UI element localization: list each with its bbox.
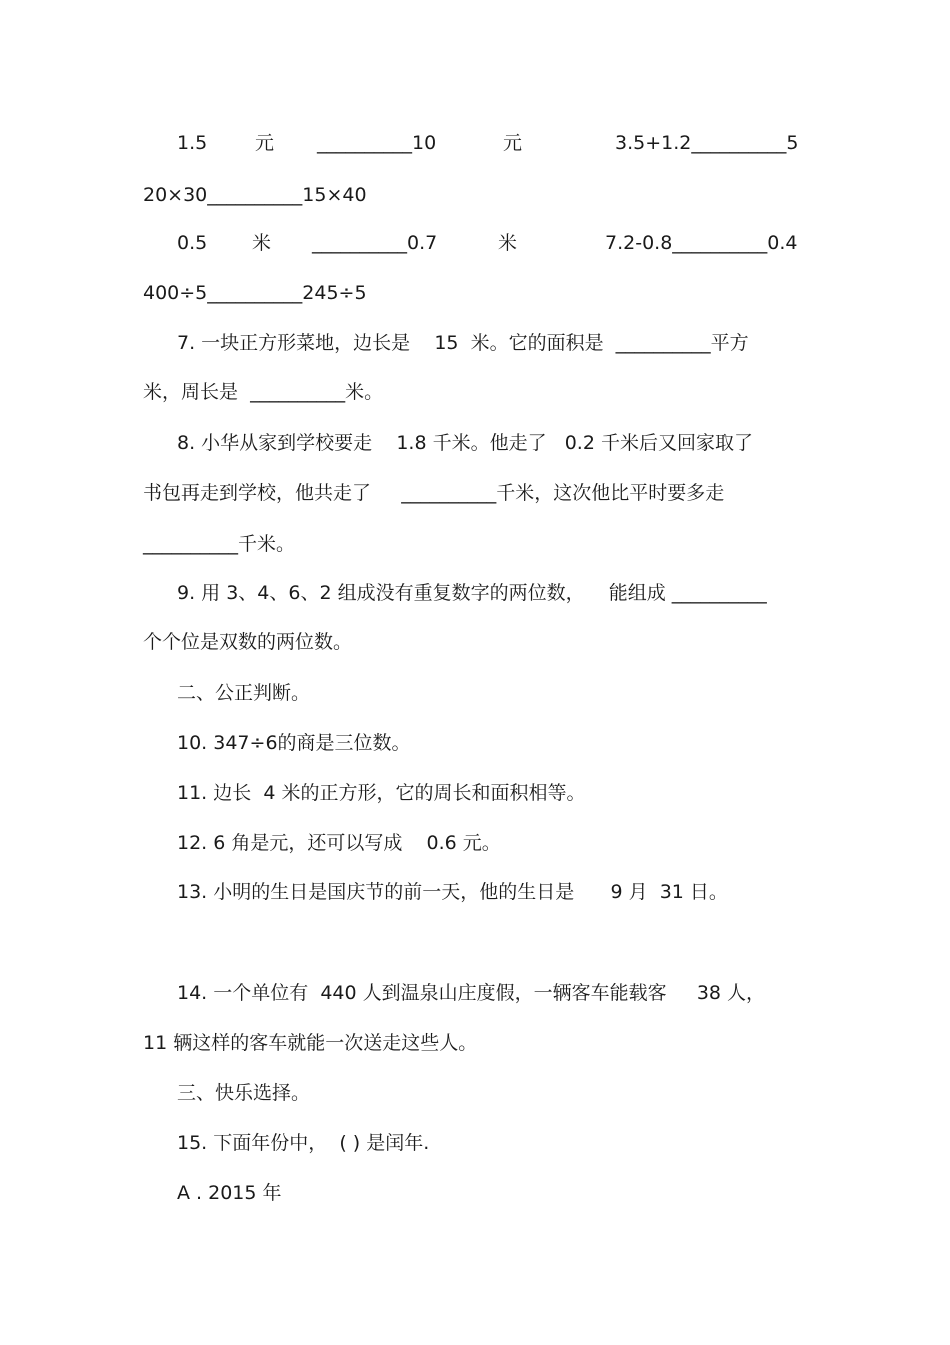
question-14-line-2: 11 辆这样的客车就能一次送走这些人。 (143, 1032, 478, 1054)
question-14-line-1: 14. 一个单位有 440 人到温泉山庄度假，一辆客车能载客 38 人， (177, 982, 766, 1004)
question-15: 15. 下面年份中， ( ) 是闰年. (177, 1132, 430, 1154)
question-13: 13. 小明的生日是国庆节的前一天，他的生日是 9 月 31 日。 (177, 881, 728, 903)
question-8-line-2: 书包再走到学校，他共走了 __________千米，这次他比平时要多走 (143, 482, 725, 504)
compare-unit: 元 (255, 132, 275, 154)
compare-value: 0.5 (177, 232, 208, 254)
compare-blank: __________0.7 (312, 232, 438, 254)
compare-row-4: 400÷5__________245÷5 (143, 282, 367, 304)
question-7-line-1: 7. 一块正方形菜地，边长是 15 米。它的面积是 __________平方 (177, 332, 749, 354)
section-title: 二、公正判断。 (177, 682, 311, 704)
question-11: 11. 边长 4 米的正方形，它的周长和面积相等。 (177, 782, 586, 804)
section-title: 三、快乐选择。 (177, 1082, 311, 1104)
question-8-line-3: __________千米。 (143, 533, 296, 555)
compare-expression: 7.2-0.8__________0.4 (605, 232, 798, 254)
question-9-line-1: 9. 用 3、4、6、2 组成没有重复数字的两位数， 能组成 __________ (177, 582, 767, 604)
question-9-line-2: 个个位是双数的两位数。 (143, 631, 353, 653)
question-7-line-2: 米，周长是 __________米。 (143, 381, 384, 403)
compare-unit: 米 (498, 232, 518, 254)
compare-row-2: 20×30__________15×40 (143, 184, 367, 206)
compare-value: 1.5 (177, 132, 208, 154)
compare-blank: __________10 (317, 132, 437, 154)
compare-unit: 元 (503, 132, 523, 154)
question-8-line-1: 8. 小华从家到学校要走 1.8 千米。他走了 0.2 千米后又回家取了 (177, 432, 753, 454)
compare-expression: 3.5+1.2__________5 (615, 132, 799, 154)
question-12: 12. 6 角是元，还可以写成 0.6 元。 (177, 832, 501, 854)
question-10: 10. 347÷6的商是三位数。 (177, 732, 411, 754)
compare-unit: 米 (252, 232, 272, 254)
question-15-option-a: A . 2015 年 (177, 1182, 282, 1204)
